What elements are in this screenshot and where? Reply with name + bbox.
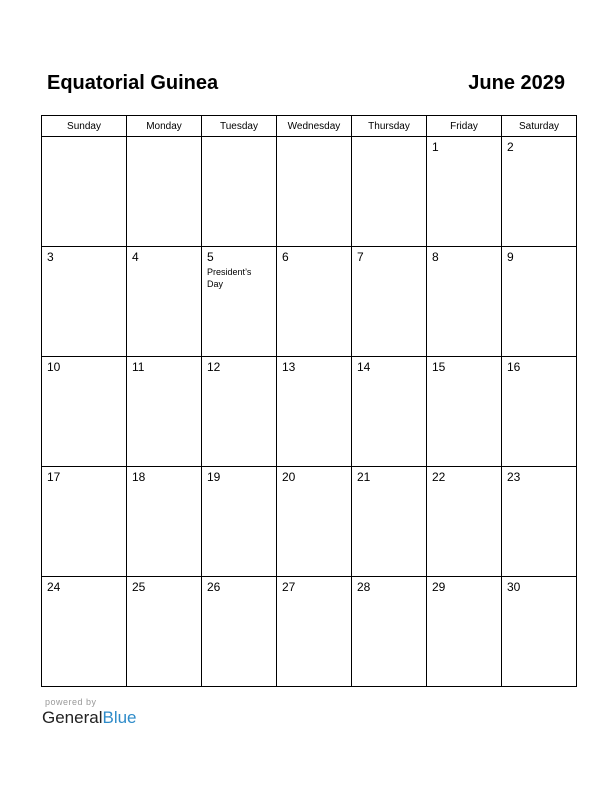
day-cell	[277, 467, 352, 577]
day-number: 5	[207, 250, 214, 264]
calendar-country-title: Equatorial Guinea	[47, 72, 219, 94]
day-number: 3	[47, 250, 54, 264]
day-cell	[352, 137, 427, 247]
day-number: 28	[357, 580, 371, 594]
weekday-header-monday: Monday	[127, 116, 202, 137]
day-number: 22	[432, 470, 446, 484]
day-cell	[42, 247, 127, 357]
day-cell	[127, 577, 202, 687]
weekday-header-sunday: Sunday	[42, 116, 127, 137]
week-row	[42, 577, 577, 687]
day-number: 18	[132, 470, 146, 484]
day-cell	[502, 137, 577, 247]
day-number: 27	[282, 580, 296, 594]
week-row	[42, 467, 577, 577]
weekday-header-thursday: Thursday	[352, 116, 427, 137]
day-number: 19	[207, 470, 221, 484]
day-cell	[202, 577, 277, 687]
day-cell	[127, 137, 202, 247]
day-cell	[427, 137, 502, 247]
day-cell	[352, 247, 427, 357]
day-cell	[502, 357, 577, 467]
day-cell	[502, 577, 577, 687]
day-cell	[127, 357, 202, 467]
day-cell	[277, 247, 352, 357]
day-number: 1	[432, 140, 439, 154]
day-number: 7	[357, 250, 364, 264]
day-cell	[277, 357, 352, 467]
day-number: 21	[357, 470, 371, 484]
day-number: 25	[132, 580, 146, 594]
day-cell	[427, 467, 502, 577]
calendar-month-title: June 2029	[468, 72, 565, 94]
day-number: 6	[282, 250, 289, 264]
day-number: 4	[132, 250, 139, 264]
brand-name-general: General	[42, 708, 103, 727]
day-cell	[202, 467, 277, 577]
day-number: 30	[507, 580, 521, 594]
day-cell	[202, 137, 277, 247]
day-number: 29	[432, 580, 446, 594]
day-cell	[277, 137, 352, 247]
day-number: 17	[47, 470, 61, 484]
day-number: 15	[432, 360, 446, 374]
day-cell	[42, 577, 127, 687]
day-cell	[127, 467, 202, 577]
week-row	[42, 247, 577, 357]
day-cell	[352, 467, 427, 577]
powered-by-label: powered by	[45, 697, 97, 707]
day-number: 14	[357, 360, 371, 374]
week-row	[42, 137, 577, 247]
weekday-header-friday: Friday	[427, 116, 502, 137]
week-row	[42, 357, 577, 467]
day-cell	[502, 247, 577, 357]
day-cell	[42, 467, 127, 577]
weekday-header-tuesday: Tuesday	[202, 116, 277, 137]
day-cell	[42, 137, 127, 247]
day-number: 10	[47, 360, 61, 374]
day-number: 13	[282, 360, 296, 374]
day-number: 8	[432, 250, 439, 264]
day-number: 20	[282, 470, 296, 484]
day-number: 9	[507, 250, 514, 264]
day-cell	[352, 357, 427, 467]
day-number: 23	[507, 470, 521, 484]
day-cell	[42, 357, 127, 467]
day-cell	[202, 247, 277, 357]
calendar-grid	[41, 115, 577, 687]
day-cell	[127, 247, 202, 357]
weekday-header-row	[42, 116, 577, 137]
day-number: 26	[207, 580, 221, 594]
day-cell	[352, 577, 427, 687]
brand-name-blue: Blue	[102, 708, 137, 727]
day-number: 12	[207, 360, 221, 374]
weekday-header-saturday: Saturday	[502, 116, 577, 137]
holiday-label: President’s Day	[207, 267, 252, 289]
day-number: 2	[507, 140, 514, 154]
day-cell	[427, 357, 502, 467]
day-cell	[427, 247, 502, 357]
generalblue-logo[interactable]	[42, 708, 137, 728]
day-cell	[502, 467, 577, 577]
day-cell	[202, 357, 277, 467]
weekday-header-wednesday: Wednesday	[277, 116, 352, 137]
day-number: 16	[507, 360, 521, 374]
day-number: 11	[132, 360, 145, 374]
day-number: 24	[47, 580, 61, 594]
day-cell	[277, 577, 352, 687]
day-cell	[427, 577, 502, 687]
